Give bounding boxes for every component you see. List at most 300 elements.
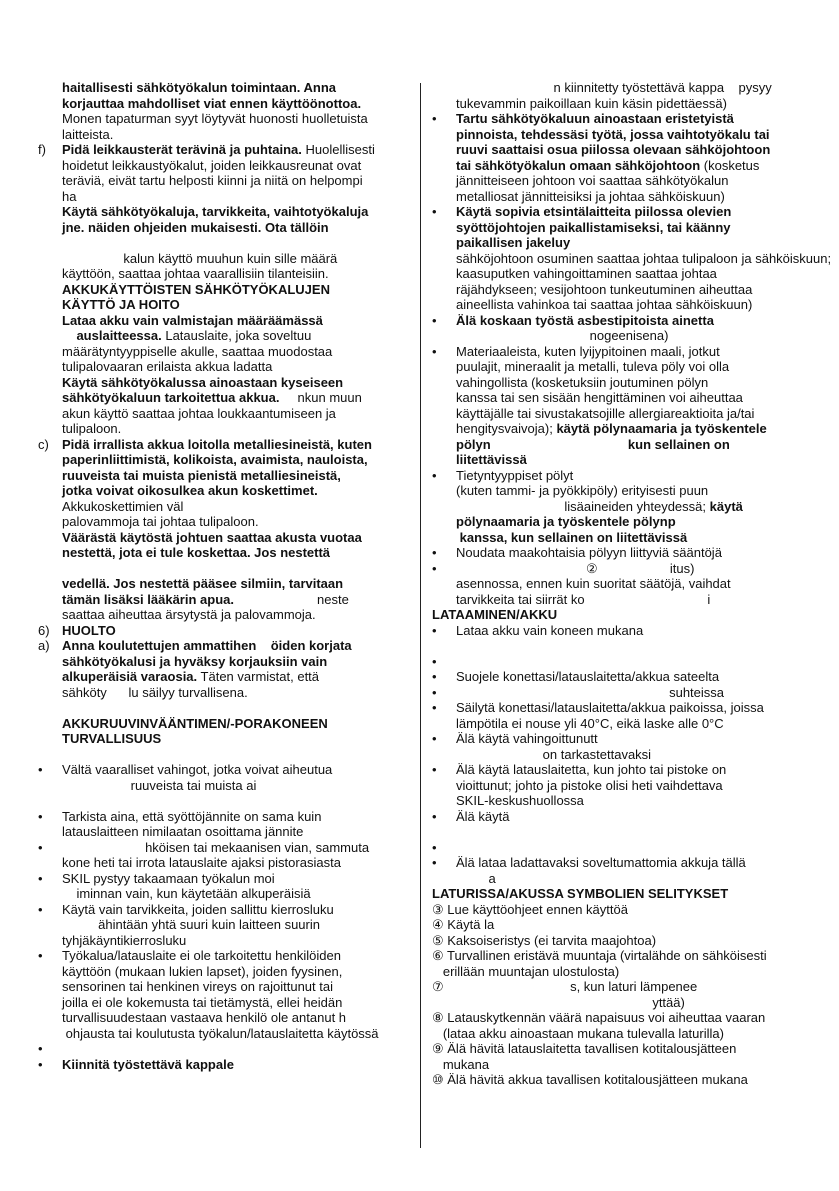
text-line — [62, 344, 410, 360]
text-span: Käytä sähkötyökalussa ainoastaan kyseiseen — [62, 374, 344, 390]
text-line — [62, 251, 410, 267]
text-line — [456, 375, 804, 391]
paragraph — [38, 840, 410, 871]
text-line — [456, 282, 804, 298]
text-line — [432, 1010, 804, 1026]
text-span: on tarkastettavaksi — [456, 746, 652, 762]
text-span: n kiinnitetty työstettävä kappa pysyy — [456, 80, 772, 95]
text-line — [62, 328, 410, 344]
text-line — [456, 716, 804, 732]
bullet-marker: • — [432, 312, 437, 328]
text-span: ⑩ Älä hävitä akkua tavallisen kotitalousjätteen mukana — [432, 1072, 748, 1087]
paragraph — [432, 731, 804, 762]
section-heading — [38, 282, 410, 313]
paragraph — [432, 623, 804, 654]
paragraph — [432, 561, 804, 608]
text-span: Tarkista aina, että syöttöjännite on sama kuin — [62, 808, 322, 824]
text-line — [62, 530, 410, 546]
paragraph — [432, 902, 804, 1088]
text-line — [432, 917, 804, 933]
bullet-marker: • — [38, 839, 43, 855]
text-line — [62, 282, 410, 298]
text-line — [456, 328, 804, 344]
text-line — [456, 266, 804, 282]
text-line — [62, 592, 410, 608]
paragraph — [432, 80, 804, 111]
bullet-marker: • — [38, 808, 43, 824]
text-line — [456, 731, 804, 747]
text-line — [62, 96, 410, 112]
text-span: sähkötyökalusi ja hyväksy korjauksiin vain — [62, 653, 328, 669]
text-span: ha — [62, 188, 77, 204]
text-span: jotka voivat oikosulkea akun koskettimet. — [62, 483, 318, 498]
text-span: lisäaineiden yhteydessä; — [456, 498, 707, 514]
text-span: palovammoja tai johtaa tulipaloon. — [62, 514, 259, 529]
text-line — [456, 297, 804, 313]
text-span: ohjausta tai koulutusta työkalun/latauslaitetta käytössä — [62, 1025, 379, 1041]
text-line — [62, 220, 410, 236]
text-span: käyttöön, saattaa johtaa vaarallisiin tilanteisiin. — [62, 266, 329, 281]
text-line — [456, 189, 804, 205]
text-span: nkun muun — [279, 390, 362, 405]
text-span: Tietyntyyppiset pölyt — [456, 467, 574, 483]
text-span: hengitysvaivoja); — [456, 421, 553, 436]
text-line — [456, 840, 804, 856]
paragraph — [38, 1057, 410, 1073]
text-span: Materiaaleista, kuten lyijypitoinen maali, jotkut — [456, 343, 720, 359]
text-line — [456, 235, 804, 251]
text-line — [62, 917, 410, 933]
paragraph — [432, 654, 804, 670]
text-line — [432, 1041, 804, 1057]
text-span: LATAAMINEN/AKKU — [432, 607, 558, 622]
text-span: kanssa tai sen sisään hengittäminen voi aiheuttaa — [456, 390, 743, 405]
text-line — [456, 96, 804, 112]
paragraph — [38, 80, 410, 142]
text-line — [62, 158, 410, 174]
text-span: pinnoista, tehdessäsi työtä, jossa vaihtotyökalu tai — [456, 126, 770, 142]
text-span: liitettävissä — [456, 452, 527, 467]
text-line — [62, 1010, 410, 1026]
text-span: syöttöjohtojen paikallistamiseksi, tai käänny — [456, 219, 731, 235]
text-span: käyttäjälle tai sivustakatsojille allergiareaktioita ja/tai — [456, 405, 755, 421]
text-span: Käytä sopivia etsintälaitteita piilossa olevien — [456, 204, 732, 219]
text-line — [456, 468, 804, 484]
text-line — [62, 1026, 410, 1042]
text-line — [456, 762, 804, 778]
text-span: Noudata maakohtaisia pölyyn liittyviä sääntöjä — [456, 545, 722, 560]
paragraph — [38, 437, 410, 530]
text-span: vahingollista (kosketuksiin joutuminen pölyn — [456, 374, 709, 390]
text-line — [432, 964, 804, 980]
text-line — [62, 127, 410, 143]
bullet-marker: • — [432, 111, 437, 126]
text-line — [456, 111, 804, 127]
text-line — [62, 607, 410, 623]
text-line — [456, 390, 804, 406]
text-line — [62, 685, 410, 701]
text-line — [456, 158, 804, 174]
text-span: käyttöön (mukaan lukien lapset), joiden fyysinen, — [62, 963, 343, 979]
paragraph — [432, 700, 804, 731]
text-span: paikallisen jakeluy — [456, 235, 571, 250]
text-line — [62, 1041, 410, 1057]
text-span: ⑥ Turvallinen eristävä muuntaja (virtalähde on sähköisesti — [432, 948, 767, 963]
text-span: Vältä vaaralliset vahingot, jotka voivat aiheutua — [62, 762, 333, 777]
text-span: hköisen tai mekaanisen vian, sammuta — [62, 839, 370, 855]
paragraph — [38, 902, 410, 949]
text-span: turvallisuudestaan vastaava henkilö ole antanut h — [62, 1010, 347, 1025]
text-span: Älä käytä — [456, 808, 510, 824]
bullet-marker: • — [432, 684, 437, 700]
text-line — [62, 499, 410, 515]
text-span: Älä lataa ladattavaksi soveltumattomia akkuja tällä — [456, 855, 746, 870]
text-span: Pidä irrallista akkua loitolla metalliesineistä, kuten — [62, 436, 372, 452]
text-span: aineellista vahinkoa tai saattaa johtaa sähköiskuun) — [456, 297, 753, 312]
text-span: jännitteiseen johtoon voi saattaa sähkötyökalun — [456, 173, 729, 188]
paragraph — [432, 855, 804, 886]
text-span: Työkalua/latauslaite ei ole tarkoitettu henkilöiden — [62, 948, 341, 963]
text-line — [62, 964, 410, 980]
text-span: ⑧ Latauskytkennän väärä napaisuus voi aiheuttaa vaaran — [432, 1010, 766, 1025]
text-line — [62, 297, 410, 313]
text-span: määrätyntyyppiselle akulle, saattaa muodostaa — [62, 343, 333, 359]
text-span: TURVALLISUUS — [62, 731, 162, 746]
text-line — [456, 778, 804, 794]
left-column — [38, 80, 410, 1072]
bullet-marker: • — [432, 731, 437, 746]
text-span: HUOLTO — [62, 622, 116, 638]
text-span: Täten varmistat, että — [197, 669, 320, 684]
text-span: asennossa, ennen kuin suoritat säätöjä, vaihdat — [456, 576, 731, 591]
text-line — [62, 840, 410, 856]
paragraph — [432, 809, 804, 840]
text-span: kanssa, kun sellainen on liitettävissä — [456, 529, 688, 545]
text-span: a — [456, 870, 496, 886]
text-line — [62, 266, 410, 282]
list-marker: c) — [38, 436, 49, 452]
bullet-marker: • — [432, 700, 437, 715]
text-line — [456, 359, 804, 375]
text-span: paperinliittimistä, kolikoista, avaimista, nauloista, — [62, 452, 368, 467]
bullet-marker: • — [432, 560, 437, 576]
text-span: tarvikkeita tai siirrät ko i — [456, 591, 711, 607]
text-span: AKKURUUVINVÄÄNTIMEN/-PORAKONEEN — [62, 715, 328, 731]
text-span: mukana — [432, 1056, 490, 1072]
bullet-marker: • — [432, 204, 437, 219]
text-span: (kuten tammi- ja pyökkipöly) erityisesti puun — [456, 483, 709, 498]
paragraph — [432, 344, 804, 468]
text-span: tulipaloon. — [62, 421, 122, 436]
text-line — [62, 855, 410, 871]
text-line — [62, 514, 410, 530]
paragraph — [432, 669, 804, 685]
text-line — [456, 452, 804, 468]
text-line — [456, 623, 804, 639]
text-span: Pidä leikkausterät terävinä ja puhtaina. — [62, 142, 302, 157]
text-line — [456, 250, 832, 267]
text-line — [62, 886, 410, 902]
paragraph — [432, 204, 832, 313]
bullet-marker: • — [432, 855, 437, 870]
text-line — [432, 1026, 804, 1042]
paragraph — [432, 313, 804, 344]
text-span: akun käyttö saattaa johtaa loukkaantumiseen ja — [62, 405, 336, 421]
text-line — [432, 995, 804, 1011]
paragraph — [432, 685, 804, 701]
text-span: tai sähkötyökalun omaan sähköjohtoon — [456, 157, 701, 173]
text-span: puulajit, mineraalit ja metalli, tuleva pöly voi olla — [456, 359, 730, 374]
text-span: (kosketus — [700, 157, 760, 173]
paragraph — [38, 623, 410, 639]
text-line — [62, 716, 410, 732]
text-span: ruuveista tai muista pienistä metalliesineistä, — [62, 467, 341, 483]
text-line — [62, 654, 410, 670]
text-line — [456, 793, 804, 809]
paragraph — [432, 762, 804, 809]
paragraph — [38, 700, 410, 716]
text-span: ③ Lue käyttöohjeet ennen käyttöä — [432, 901, 628, 917]
text-line — [62, 933, 410, 949]
text-line — [456, 809, 804, 825]
text-line — [62, 809, 410, 825]
paragraph — [38, 530, 410, 623]
text-line — [456, 592, 804, 608]
text-line — [456, 406, 804, 422]
bullet-marker: • — [432, 839, 437, 855]
text-span: ⑨ Älä hävitä latauslaitetta tavallisen kotitalousjätteen — [432, 1041, 737, 1056]
text-line — [456, 80, 804, 96]
text-line — [62, 545, 410, 561]
text-line — [456, 204, 804, 220]
text-span: räjähdykseen; vesijohtoon tunkeutuminen aiheuttaa — [456, 281, 753, 297]
text-line — [432, 902, 804, 918]
text-line — [62, 762, 410, 778]
text-line — [62, 80, 410, 96]
bullet-marker: • — [38, 901, 43, 917]
text-span: pölyn kun sellainen on — [456, 436, 730, 452]
text-span: suhteissa — [456, 684, 725, 700]
text-span: yttää) — [432, 994, 685, 1010]
text-span: Tartu sähkötyökaluun ainoastaan eristetyistä — [456, 111, 734, 126]
text-line — [62, 421, 410, 437]
paragraph — [432, 111, 804, 204]
text-line — [456, 638, 804, 654]
paragraph — [38, 313, 410, 375]
text-line — [62, 979, 410, 995]
text-span: Monen tapaturman syyt löytyvät huonosti huolletuista — [62, 111, 368, 126]
text-span: neste — [233, 591, 349, 607]
text-span: vioittunut; johto ja pistoke olisi heti vaihdettava — [456, 777, 723, 793]
text-span: ④ Käytä la — [432, 917, 495, 932]
text-span: latauslaitteen nimilaatan osoittama jännite — [62, 824, 304, 839]
text-line — [456, 685, 804, 701]
text-span: SKIL pystyy takaamaan työkalun moi — [62, 870, 275, 886]
text-span: korjauttaa mahdolliset viat ennen käyttöönottoa. — [62, 95, 362, 111]
list-marker: f) — [38, 142, 46, 157]
text-span: SKIL-keskushuollossa — [456, 793, 584, 808]
text-span: Latauslaite, joka soveltuu — [161, 328, 312, 343]
text-line — [456, 483, 804, 499]
text-span: Lataa akku vain koneen mukana — [456, 622, 644, 638]
text-span: Akkukoskettimien väl — [62, 498, 184, 514]
text-line — [432, 979, 804, 995]
text-line — [62, 747, 410, 763]
text-line — [456, 127, 804, 143]
text-line — [62, 375, 410, 391]
text-line — [456, 530, 804, 546]
paragraph — [38, 871, 410, 902]
bullet-marker: • — [38, 762, 43, 777]
text-span: vedellä. Jos nestettä pääsee silmiin, tarvitaan — [62, 576, 344, 591]
text-span: tyhjäkäyntikierrosluku — [62, 932, 187, 948]
text-line — [62, 824, 410, 840]
text-line — [456, 499, 804, 515]
text-span: Älä käytä latauslaitetta, kun johto tai pistoke on — [456, 762, 727, 777]
text-span: käytä — [706, 498, 743, 514]
text-span: tulipalovaaran erilaista akkua ladatta — [62, 359, 273, 374]
text-span: Kiinnitä työstettävä kappale — [62, 1056, 234, 1072]
text-line — [456, 220, 804, 236]
text-span: pölynaamaria ja työskentele pölynp — [456, 514, 676, 529]
text-line — [432, 1057, 804, 1073]
text-line — [62, 359, 410, 375]
text-line — [62, 1057, 410, 1073]
text-line — [456, 824, 804, 840]
text-span: lämpötila ei nouse yli 40°C, eikä laske alle 0°C — [456, 715, 724, 731]
paragraph — [38, 638, 410, 700]
text-span: teräviä, eivät tartu helposti kiinni ja niitä on helpompi — [62, 173, 363, 188]
text-span: auslaitteessa. — [62, 328, 162, 343]
text-line — [62, 468, 410, 484]
text-line — [62, 871, 410, 887]
paragraph — [38, 747, 410, 763]
bullet-marker: • — [432, 467, 437, 483]
text-line — [62, 902, 410, 918]
text-span: sähköty lu säilyy turvallisena. — [62, 684, 248, 700]
bullet-marker: • — [432, 762, 437, 777]
text-line — [62, 437, 410, 453]
text-line — [62, 731, 410, 747]
text-line — [456, 855, 804, 871]
text-line — [62, 793, 410, 809]
text-line — [62, 235, 410, 251]
text-span: nestettä, jota ei tule koskettaa. Jos nestettä — [62, 545, 331, 560]
text-line — [432, 933, 804, 949]
text-span: hoidetut leikkaustyökalut, joiden leikkausreunat ovat — [62, 157, 362, 173]
text-line — [456, 313, 804, 329]
bullet-marker: • — [38, 1041, 43, 1056]
text-line — [62, 576, 410, 592]
paragraph — [432, 468, 804, 546]
text-line — [62, 313, 410, 329]
text-span: AKKUKÄYTTÖISTEN SÄHKÖTYÖKALUJEN — [62, 281, 330, 297]
text-line — [456, 545, 804, 561]
paragraph — [432, 545, 804, 561]
bullet-marker: • — [432, 653, 437, 669]
text-span: Suojele konettasi/latauslaitetta/akkua sateelta — [456, 669, 720, 684]
column-divider — [420, 83, 421, 1148]
text-span: (lataa akku ainoastaan mukana tulevalla laturilla) — [432, 1025, 724, 1041]
text-span: haitallisesti sähkötyökalun toimintaan. Anna — [62, 80, 337, 95]
text-span: alkuperäisiä varaosia. — [62, 669, 198, 684]
text-line — [456, 142, 804, 158]
bullet-marker: • — [432, 545, 437, 560]
text-span: kaasuputken vahingoittaminen saattaa johtaa — [456, 266, 717, 281]
text-span: saattaa aiheuttaa ärsytystä ja palovammoja. — [62, 607, 316, 622]
text-line — [62, 623, 410, 639]
text-line — [62, 173, 410, 189]
text-line — [62, 561, 410, 577]
text-span: tukevammin paikoillaan kuin käsin pidettäessä) — [456, 95, 727, 111]
text-line — [456, 173, 804, 189]
text-span: jne. näiden ohjeiden mukaisesti. Ota tällöin — [62, 219, 329, 235]
bullet-marker: • — [432, 808, 437, 824]
text-span: ähintään yhtä suuri kuin laitteen suurin — [62, 917, 320, 932]
text-span: sensorinen tai henkinen vireys on rajoittunut tai — [62, 979, 333, 994]
list-marker: 6) — [38, 622, 50, 638]
text-span: ruuveista tai muista ai — [62, 777, 257, 793]
text-span: Lataa akku vain valmistajan määräämässä — [62, 312, 323, 328]
text-span: Käytä sähkötyökaluja, tarvikkeita, vaihtotyökaluja — [62, 204, 369, 219]
paragraph — [432, 840, 804, 856]
text-span: LATURISSA/AKUSSA SYMBOLIEN SELITYKSET — [432, 886, 729, 901]
text-line — [62, 204, 410, 220]
text-line — [62, 406, 410, 422]
text-line — [456, 344, 804, 360]
paragraph — [38, 375, 410, 437]
text-span: metalliosat jännitteisiksi ja johtaa sähköiskuun) — [456, 188, 725, 204]
text-line — [62, 452, 410, 468]
bullet-marker: • — [432, 343, 437, 359]
text-line — [456, 514, 804, 530]
text-line — [432, 948, 804, 964]
text-line — [456, 561, 804, 577]
text-line — [432, 1072, 804, 1088]
text-line — [62, 995, 410, 1011]
text-span: sähköjohtoon osuminen saattaa johtaa tulipaloon ja sähköiskuun; — [456, 250, 832, 266]
bullet-marker: • — [38, 948, 43, 963]
text-span: joilla ei ole kokemusta tai tietämystä, ellei heidän — [62, 994, 343, 1010]
paragraph — [38, 762, 410, 809]
text-span: Huolellisesti — [301, 142, 375, 157]
bullet-marker: • — [38, 1056, 43, 1072]
section-heading — [38, 716, 410, 747]
text-span: Älä käytä vahingoittunutt — [456, 731, 598, 746]
text-line — [456, 669, 804, 685]
text-span: käytä pölynaamaria ja työskentele — [552, 421, 767, 436]
text-span: ② itus) — [456, 560, 695, 576]
text-span: Anna koulutettujen ammattihen öiden korjata — [62, 638, 352, 653]
text-span: sähkötyökaluun tarkoitettua akkua. — [62, 390, 280, 405]
text-line — [62, 189, 410, 205]
text-line — [62, 483, 410, 499]
text-span: iminnan vain, kun käytetään alkuperäisiä — [62, 886, 311, 901]
paragraph — [38, 809, 410, 840]
text-line — [62, 948, 410, 964]
bullet-marker: • — [432, 622, 437, 638]
text-span: nogeenisena) — [456, 328, 669, 343]
text-span: ⑤ Kaksoiseristys (ei tarvita maajohtoa) — [432, 932, 657, 948]
text-span: Käytä vain tarvikkeita, joiden sallittu kierrosluku — [62, 901, 334, 917]
paragraph — [38, 204, 410, 282]
text-line — [456, 576, 804, 592]
text-span: erillään muuntajan ulostulosta) — [432, 963, 620, 979]
text-span: kalun käyttö muuhun kuin sille määrä — [62, 250, 338, 266]
text-line — [62, 669, 410, 685]
text-line — [456, 654, 804, 670]
text-span: Älä koskaan työstä asbestipitoista ainetta — [456, 312, 714, 328]
